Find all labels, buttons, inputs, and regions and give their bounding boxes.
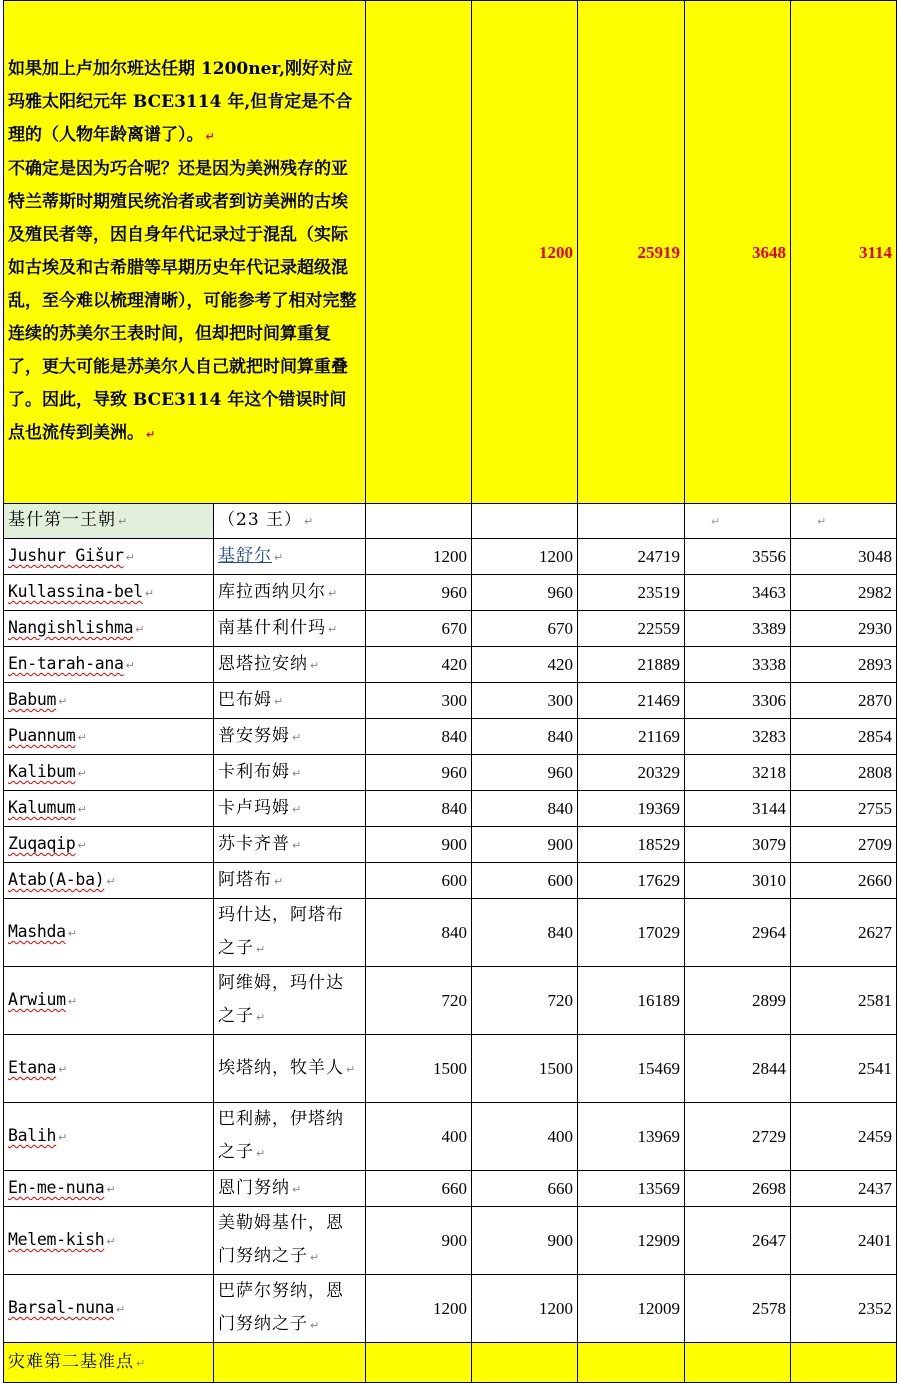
bce-year: 2893 <box>791 647 897 683</box>
footer-empty-cell <box>578 1343 685 1383</box>
king-row <box>4 539 897 575</box>
dynasty-name: 基什第一王朝 ↵ <box>4 504 214 539</box>
adjusted-cumulative: 3079 <box>685 827 791 863</box>
reign-years-adjusted: 600 <box>472 863 578 899</box>
bce-year: 2709 <box>791 827 897 863</box>
cumulative-years: 21469 <box>578 683 685 719</box>
reign-years: 420 <box>366 647 472 683</box>
king-chinese-name: 恩塔拉安纳 ↵ <box>214 647 366 683</box>
reign-years-adjusted: 960 <box>472 755 578 791</box>
king-row <box>4 899 897 967</box>
reign-years: 1200 <box>366 539 472 575</box>
reign-years-adjusted: 660 <box>472 1171 578 1207</box>
cumulative-years: 20329 <box>578 755 685 791</box>
footer-label: 灾难第二基准点 ↵ <box>4 1343 214 1383</box>
king-row <box>4 683 897 719</box>
dynasty-header-row <box>4 504 897 539</box>
king-english-name: Balih ↵ <box>4 1103 214 1171</box>
reign-years: 400 <box>366 1103 472 1171</box>
king-english-name: En-me-nuna ↵ <box>4 1171 214 1207</box>
reign-years-adjusted: 840 <box>472 899 578 967</box>
adjusted-cumulative: 3218 <box>685 755 791 791</box>
king-english-name: Kalumum ↵ <box>4 791 214 827</box>
reign-years: 840 <box>366 719 472 755</box>
king-english-name: Jushur Gišur ↵ <box>4 539 214 575</box>
adjusted-cumulative: 2647 <box>685 1207 791 1275</box>
king-chinese-name: 普安努姆 ↵ <box>214 719 366 755</box>
king-chinese-name: 埃塔纳，牧羊人 ↵ <box>214 1035 366 1103</box>
reign-years: 960 <box>366 575 472 611</box>
cumulative-years: 13569 <box>578 1171 685 1207</box>
reign-years: 1200 <box>366 1275 472 1343</box>
king-english-name: Kullassina-bel ↵ <box>4 575 214 611</box>
adjusted-cumulative: 2729 <box>685 1103 791 1171</box>
king-english-name: En-tarah-ana ↵ <box>4 647 214 683</box>
note-value-bce: 3114 <box>791 1 897 504</box>
reign-years-adjusted: 960 <box>472 575 578 611</box>
adjusted-cumulative: 3010 <box>685 863 791 899</box>
king-english-name: Kalibum ↵ <box>4 755 214 791</box>
adjusted-cumulative: 3144 <box>685 791 791 827</box>
footer-row <box>4 1343 897 1383</box>
reign-years: 300 <box>366 683 472 719</box>
king-row <box>4 1207 897 1275</box>
cumulative-years: 21889 <box>578 647 685 683</box>
note-cell <box>4 1 366 504</box>
adjusted-cumulative: 3283 <box>685 719 791 755</box>
adjusted-cumulative: 2844 <box>685 1035 791 1103</box>
king-chinese-name: 卡卢玛姆 ↵ <box>214 791 366 827</box>
bce-year: 2982 <box>791 575 897 611</box>
king-english-name: Arwium ↵ <box>4 967 214 1035</box>
note-value-cumulative: 25919 <box>578 1 685 504</box>
king-chinese-name: 基舒尔 ↵ <box>214 539 366 575</box>
dynasty-empty-2 <box>472 504 578 539</box>
king-row <box>4 967 897 1035</box>
bce-year: 2870 <box>791 683 897 719</box>
king-row <box>4 1035 897 1103</box>
king-row <box>4 575 897 611</box>
note-paragraph-2: 不确定是因为巧合呢？还是因为美洲残存的亚特兰蒂斯时期殖民统治者或者到访美洲的古埃及殖民者等，因自身年代记录过于混乱（实际如古埃及和古希腊等早期历史年代记录超级混乱，至今难以梳理清晰），可能参考了相对完整连续的苏美尔王表时间，但却把时间算重复了，更大可能是苏美尔人自己就把时间算重叠了。因此，导致 BCE3114 年这个错误时间点也流传到美洲。 ↵ <box>8 159 357 443</box>
bce-year: 2854 <box>791 719 897 755</box>
king-chinese-name: 南基什利什玛 ↵ <box>214 611 366 647</box>
king-english-name: Babum ↵ <box>4 683 214 719</box>
reign-years: 960 <box>366 755 472 791</box>
bce-year: 2660 <box>791 863 897 899</box>
dynasty-mark-1: ↵ <box>685 504 791 539</box>
bce-year: 2755 <box>791 791 897 827</box>
bce-year: 2459 <box>791 1103 897 1171</box>
note-row <box>4 1 897 504</box>
king-row <box>4 1103 897 1171</box>
note-value-years: 1200 <box>472 1 578 504</box>
king-chinese-name: 阿维姆，玛什达之子 ↵ <box>214 967 366 1035</box>
king-english-name: Atab(A-ba) ↵ <box>4 863 214 899</box>
king-row <box>4 719 897 755</box>
king-english-name: Nangishlishma ↵ <box>4 611 214 647</box>
cumulative-years: 13969 <box>578 1103 685 1171</box>
king-row <box>4 827 897 863</box>
king-row <box>4 647 897 683</box>
reign-years: 660 <box>366 1171 472 1207</box>
footer-empty-cell <box>685 1343 791 1383</box>
reign-years: 600 <box>366 863 472 899</box>
reign-years-adjusted: 900 <box>472 827 578 863</box>
king-english-name: Mashda ↵ <box>4 899 214 967</box>
note-value-adjusted: 3648 <box>685 1 791 504</box>
note-empty-cell <box>366 1 472 504</box>
bce-year: 2352 <box>791 1275 897 1343</box>
reign-years: 900 <box>366 1207 472 1275</box>
cumulative-years: 12909 <box>578 1207 685 1275</box>
bce-year: 2808 <box>791 755 897 791</box>
king-row <box>4 755 897 791</box>
bce-year: 2627 <box>791 899 897 967</box>
king-english-name: Barsal-nuna ↵ <box>4 1275 214 1343</box>
bce-year: 2930 <box>791 611 897 647</box>
footer-empty-cell <box>366 1343 472 1383</box>
king-row <box>4 1275 897 1343</box>
cumulative-years: 21169 <box>578 719 685 755</box>
adjusted-cumulative: 3389 <box>685 611 791 647</box>
king-row <box>4 791 897 827</box>
king-english-name: Zuqaqip ↵ <box>4 827 214 863</box>
king-chinese-name: 巴萨尔努纳，恩门努纳之子 ↵ <box>214 1275 366 1343</box>
king-chinese-name: 巴布姆 ↵ <box>214 683 366 719</box>
note-paragraph-1: 如果加上卢加尔班达任期 1200ner,刚好对应玛雅太阳纪元年 BCE3114 年,但肯定是不合理的（人物年龄离谱了）。 ↵ <box>8 59 354 145</box>
reign-years: 1500 <box>366 1035 472 1103</box>
reign-years-adjusted: 1200 <box>472 539 578 575</box>
reign-years-adjusted: 420 <box>472 647 578 683</box>
bce-year: 3048 <box>791 539 897 575</box>
adjusted-cumulative: 3338 <box>685 647 791 683</box>
reign-years: 840 <box>366 899 472 967</box>
king-row <box>4 1171 897 1207</box>
reign-years-adjusted: 670 <box>472 611 578 647</box>
king-chinese-name: 巴利赫，伊塔纳之子 ↵ <box>214 1103 366 1171</box>
reign-years-adjusted: 1200 <box>472 1275 578 1343</box>
king-row <box>4 863 897 899</box>
cumulative-years: 19369 <box>578 791 685 827</box>
king-chinese-name: 恩门努纳 ↵ <box>214 1171 366 1207</box>
reign-years: 840 <box>366 791 472 827</box>
king-chinese-name: 玛什达，阿塔布之子 ↵ <box>214 899 366 967</box>
cumulative-years: 23519 <box>578 575 685 611</box>
cumulative-years: 17029 <box>578 899 685 967</box>
adjusted-cumulative: 3306 <box>685 683 791 719</box>
reign-years-adjusted: 840 <box>472 719 578 755</box>
reign-years-adjusted: 400 <box>472 1103 578 1171</box>
reign-years: 720 <box>366 967 472 1035</box>
reign-years-adjusted: 840 <box>472 791 578 827</box>
bce-year: 2401 <box>791 1207 897 1275</box>
footer-empty-cell <box>791 1343 897 1383</box>
footer-empty-cell <box>472 1343 578 1383</box>
bce-year: 2541 <box>791 1035 897 1103</box>
footer-empty-cell <box>214 1343 366 1383</box>
cumulative-years: 16189 <box>578 967 685 1035</box>
cumulative-years: 18529 <box>578 827 685 863</box>
adjusted-cumulative: 2964 <box>685 899 791 967</box>
king-list-table <box>3 0 897 1383</box>
adjusted-cumulative: 2698 <box>685 1171 791 1207</box>
king-chinese-name: 阿塔布 ↵ <box>214 863 366 899</box>
king-english-name: Melem-kish ↵ <box>4 1207 214 1275</box>
reign-years-adjusted: 720 <box>472 967 578 1035</box>
cumulative-years: 12009 <box>578 1275 685 1343</box>
adjusted-cumulative: 2899 <box>685 967 791 1035</box>
reign-years-adjusted: 300 <box>472 683 578 719</box>
bce-year: 2437 <box>791 1171 897 1207</box>
reign-years: 900 <box>366 827 472 863</box>
adjusted-cumulative: 3556 <box>685 539 791 575</box>
reign-years-adjusted: 1500 <box>472 1035 578 1103</box>
dynasty-mark-2: ↵ <box>791 504 897 539</box>
king-english-name: Puannum ↵ <box>4 719 214 755</box>
king-chinese-name: 美勒姆基什，恩门努纳之子 ↵ <box>214 1207 366 1275</box>
king-chinese-name: 苏卡齐普 ↵ <box>214 827 366 863</box>
cumulative-years: 17629 <box>578 863 685 899</box>
reign-years: 670 <box>366 611 472 647</box>
king-chinese-name: 库拉西纳贝尔 ↵ <box>214 575 366 611</box>
cumulative-years: 24719 <box>578 539 685 575</box>
cumulative-years: 22559 <box>578 611 685 647</box>
reign-years-adjusted: 900 <box>472 1207 578 1275</box>
king-row <box>4 611 897 647</box>
dynasty-count: （23 王） ↵ <box>214 504 366 539</box>
bce-year: 2581 <box>791 967 897 1035</box>
king-chinese-name: 卡利布姆 ↵ <box>214 755 366 791</box>
king-english-name: Etana ↵ <box>4 1035 214 1103</box>
dynasty-empty-3 <box>578 504 685 539</box>
adjusted-cumulative: 2578 <box>685 1275 791 1343</box>
adjusted-cumulative: 3463 <box>685 575 791 611</box>
cumulative-years: 15469 <box>578 1035 685 1103</box>
dynasty-empty-1 <box>366 504 472 539</box>
